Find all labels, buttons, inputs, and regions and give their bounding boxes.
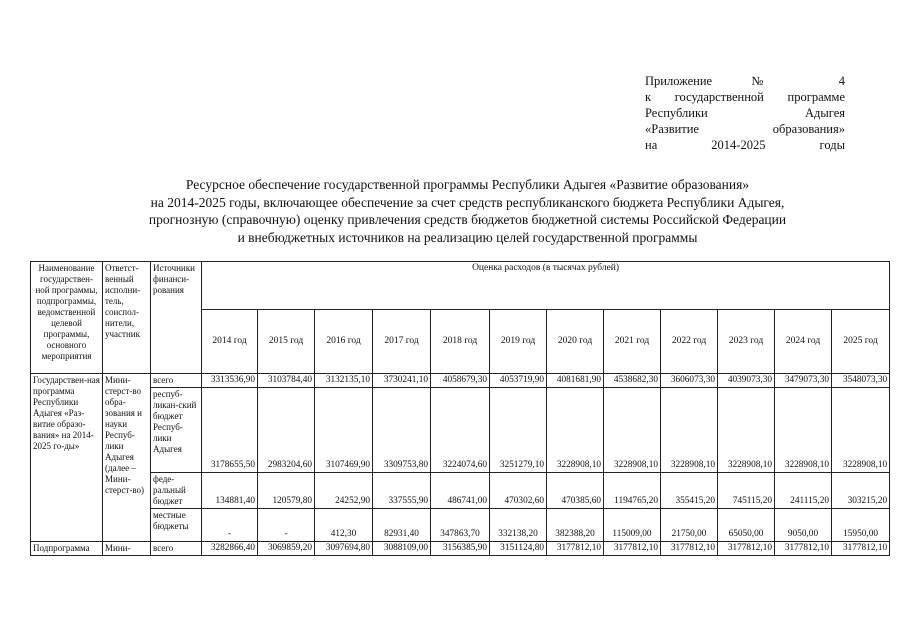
program-executor: Мини-стерст-во обра-зования и науки Респуб-лики Адыгея (далее – Мини-стерст-во)	[103, 374, 151, 542]
year-header: 2025 год	[832, 310, 890, 374]
value-cell: 4039073,30	[718, 374, 775, 388]
program-row	[31, 388, 890, 473]
year-header: 2018 год	[431, 310, 490, 374]
program-name: Государствен-ная программа Республики Адыгея «Раз-витие образо-вания» на 2014-2025 го-ды»	[31, 374, 103, 542]
value-cell: 4081681,90	[547, 374, 604, 388]
value-cell: 3097694,80	[315, 542, 373, 556]
value-cell: 65050,00	[718, 509, 775, 542]
value-cell: 120579,80	[258, 473, 315, 509]
value-cell: 3069859,20	[258, 542, 315, 556]
value-cell: 3228908,10	[604, 388, 661, 473]
value-cell: 3177812,10	[604, 542, 661, 556]
year-header: 2017 год	[373, 310, 431, 374]
value-cell: 337555,90	[373, 473, 431, 509]
year-header: 2021 год	[604, 310, 661, 374]
value-cell: 470302,60	[490, 473, 547, 509]
value-cell: 470385,60	[547, 473, 604, 509]
appendix-block	[645, 73, 845, 153]
resource-table	[30, 261, 890, 556]
year-header: 2016 год	[315, 310, 373, 374]
funding-source: феде-ральный бюджет	[151, 473, 202, 509]
value-cell: 3479073,30	[775, 374, 832, 388]
year-header: 2019 год	[490, 310, 547, 374]
value-cell: 3177812,10	[718, 542, 775, 556]
title-line: Ресурсное обеспечение государственной программы Республики Адыгея «Развитие образования»	[185, 177, 750, 192]
value-cell: 3177812,10	[775, 542, 832, 556]
header-name: Наименование государствен-ной программы, подпрограммы, ведомственной целевой программы, основного мероприятия	[31, 262, 103, 374]
appendix-line: на 2014-2025 годы	[645, 138, 845, 152]
value-cell: 382388,20	[547, 509, 604, 542]
value-cell: 3177812,10	[661, 542, 718, 556]
program-row	[31, 374, 890, 388]
year-header: 2024 год	[775, 310, 832, 374]
value-cell: 21750,00	[661, 509, 718, 542]
value-cell: 3313536,90	[202, 374, 258, 388]
header-estimate: Оценка расходов (в тысячах рублей)	[202, 262, 890, 310]
value-cell: 3309753,80	[373, 388, 431, 473]
value-cell: 303215,20	[832, 473, 890, 509]
subprogram-name: Подпрограмма	[31, 542, 103, 556]
value-cell: 347863,70	[431, 509, 490, 542]
value-cell: 486741,00	[431, 473, 490, 509]
value-cell: 82931,40	[373, 509, 431, 542]
document-title	[60, 176, 875, 246]
value-cell: 3282866,40	[202, 542, 258, 556]
value-cell: 3548073,30	[832, 374, 890, 388]
subprogram-executor: Мини-	[103, 542, 151, 556]
value-cell: 3228908,10	[775, 388, 832, 473]
value-cell: 3228908,10	[832, 388, 890, 473]
value-cell: 4058679,30	[431, 374, 490, 388]
value-cell: 4053719,90	[490, 374, 547, 388]
value-cell: 2983204,60	[258, 388, 315, 473]
year-header: 2023 год	[718, 310, 775, 374]
value-cell: 3156385,90	[431, 542, 490, 556]
value-cell: 1194765,20	[604, 473, 661, 509]
value-cell: 3178655,50	[202, 388, 258, 473]
value-cell: 3177812,10	[832, 542, 890, 556]
value-cell: 134881,40	[202, 473, 258, 509]
value-cell: 4538682,30	[604, 374, 661, 388]
year-header: 2014 год	[202, 310, 258, 374]
value-cell: 3177812,10	[547, 542, 604, 556]
funding-source: всего	[151, 374, 202, 388]
year-header: 2020 год	[547, 310, 604, 374]
value-cell: 3730241,10	[373, 374, 431, 388]
year-header: 2022 год	[661, 310, 718, 374]
value-cell: 3606073,30	[661, 374, 718, 388]
value-cell: 3224074,60	[431, 388, 490, 473]
value-cell: 3151124,80	[490, 542, 547, 556]
value-cell: 24252,90	[315, 473, 373, 509]
value-cell: 3107469,90	[315, 388, 373, 473]
value-cell: 745115,20	[718, 473, 775, 509]
appendix-line: Республики Адыгея	[645, 106, 845, 120]
value-cell: 3132135,10	[315, 374, 373, 388]
appendix-line: Приложение № 4	[645, 74, 845, 88]
value-cell: -	[258, 509, 315, 542]
title-line: прогнозную (справочную) оценку привлечения средств бюджетов бюджетной системы Российской Федерации	[148, 212, 787, 227]
subprogram-row	[31, 542, 890, 556]
header-executor: Ответст-венный исполни-тель, соиспол-нители, участник	[103, 262, 151, 374]
value-cell: -	[202, 509, 258, 542]
funding-source: местные бюджеты	[151, 509, 202, 542]
value-cell: 241115,20	[775, 473, 832, 509]
value-cell: 3251279,10	[490, 388, 547, 473]
value-cell: 3228908,10	[661, 388, 718, 473]
title-line: на 2014-2025 годы, включающее обеспечение за счет средств республиканского бюджета Республики Адыгея,	[150, 194, 785, 210]
year-header: 2015 год	[258, 310, 315, 374]
value-cell: 3103784,40	[258, 374, 315, 388]
value-cell: 15950,00	[832, 509, 890, 542]
value-cell: 332138,20	[490, 509, 547, 542]
value-cell: 9050,00	[775, 509, 832, 542]
value-cell: 412,30	[315, 509, 373, 542]
header-row	[31, 262, 890, 310]
value-cell: 3228908,10	[547, 388, 604, 473]
appendix-line: к государственной программе	[645, 90, 845, 104]
program-row	[31, 473, 890, 509]
funding-source: всего	[151, 542, 202, 556]
value-cell: 3228908,10	[718, 388, 775, 473]
value-cell: 3088109,00	[373, 542, 431, 556]
header-source: Источники финанси-рования	[151, 262, 202, 374]
program-row	[31, 509, 890, 542]
value-cell: 355415,20	[661, 473, 718, 509]
title-line: и внебюджетных источников на реализацию целей государственной программы	[237, 229, 698, 245]
value-cell: 115009,00	[604, 509, 661, 542]
funding-source: респуб-ликан-ский бюджет Респуб-лики Адыгея	[151, 388, 202, 473]
appendix-line: «Развитие образования»	[645, 122, 845, 136]
